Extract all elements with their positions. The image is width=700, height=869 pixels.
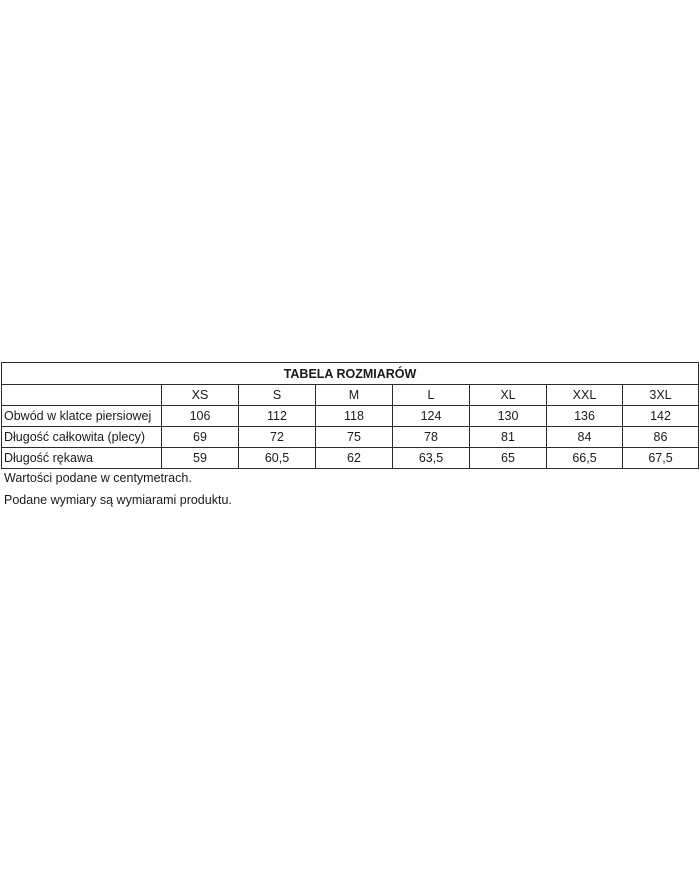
table-row bbox=[2, 427, 699, 448]
table-cell: 62 bbox=[316, 448, 393, 469]
table-cell: 118 bbox=[316, 406, 393, 427]
units-note: Wartości podane w centymetrach. bbox=[4, 471, 192, 485]
table-row bbox=[2, 406, 699, 427]
table-cell: 67,5 bbox=[623, 448, 699, 469]
table-cell: 86 bbox=[623, 427, 699, 448]
size-header: XXL bbox=[547, 385, 623, 406]
size-header: XL bbox=[470, 385, 547, 406]
table-cell: 136 bbox=[547, 406, 623, 427]
table-cell: 65 bbox=[470, 448, 547, 469]
table-cell: 78 bbox=[393, 427, 470, 448]
size-header: L bbox=[393, 385, 470, 406]
table-cell: 66,5 bbox=[547, 448, 623, 469]
table-cell: 124 bbox=[393, 406, 470, 427]
table-cell: 69 bbox=[162, 427, 239, 448]
size-chart-table bbox=[1, 362, 699, 469]
table-title-row bbox=[2, 363, 699, 385]
table-cell: 75 bbox=[316, 427, 393, 448]
table-cell: 63,5 bbox=[393, 448, 470, 469]
row-label: Długość całkowita (plecy) bbox=[2, 427, 162, 448]
table-cell: 84 bbox=[547, 427, 623, 448]
table-cell: 59 bbox=[162, 448, 239, 469]
table-cell: 112 bbox=[239, 406, 316, 427]
table-cell: 106 bbox=[162, 406, 239, 427]
table-cell: 142 bbox=[623, 406, 699, 427]
size-header: 3XL bbox=[623, 385, 699, 406]
notes bbox=[4, 467, 232, 511]
row-label: Długość rękawa bbox=[2, 448, 162, 469]
product-note: Podane wymiary są wymiarami produktu. bbox=[4, 493, 232, 507]
table-cell: 72 bbox=[239, 427, 316, 448]
table-cell: 130 bbox=[470, 406, 547, 427]
table-title: TABELA ROZMIARÓW bbox=[2, 363, 699, 385]
size-header: M bbox=[316, 385, 393, 406]
size-header-row bbox=[2, 385, 699, 406]
row-label: Obwód w klatce piersiowej bbox=[2, 406, 162, 427]
table-row bbox=[2, 448, 699, 469]
table-cell: 81 bbox=[470, 427, 547, 448]
size-header: XS bbox=[162, 385, 239, 406]
table-cell: 60,5 bbox=[239, 448, 316, 469]
size-header: S bbox=[239, 385, 316, 406]
corner-cell bbox=[2, 385, 162, 406]
